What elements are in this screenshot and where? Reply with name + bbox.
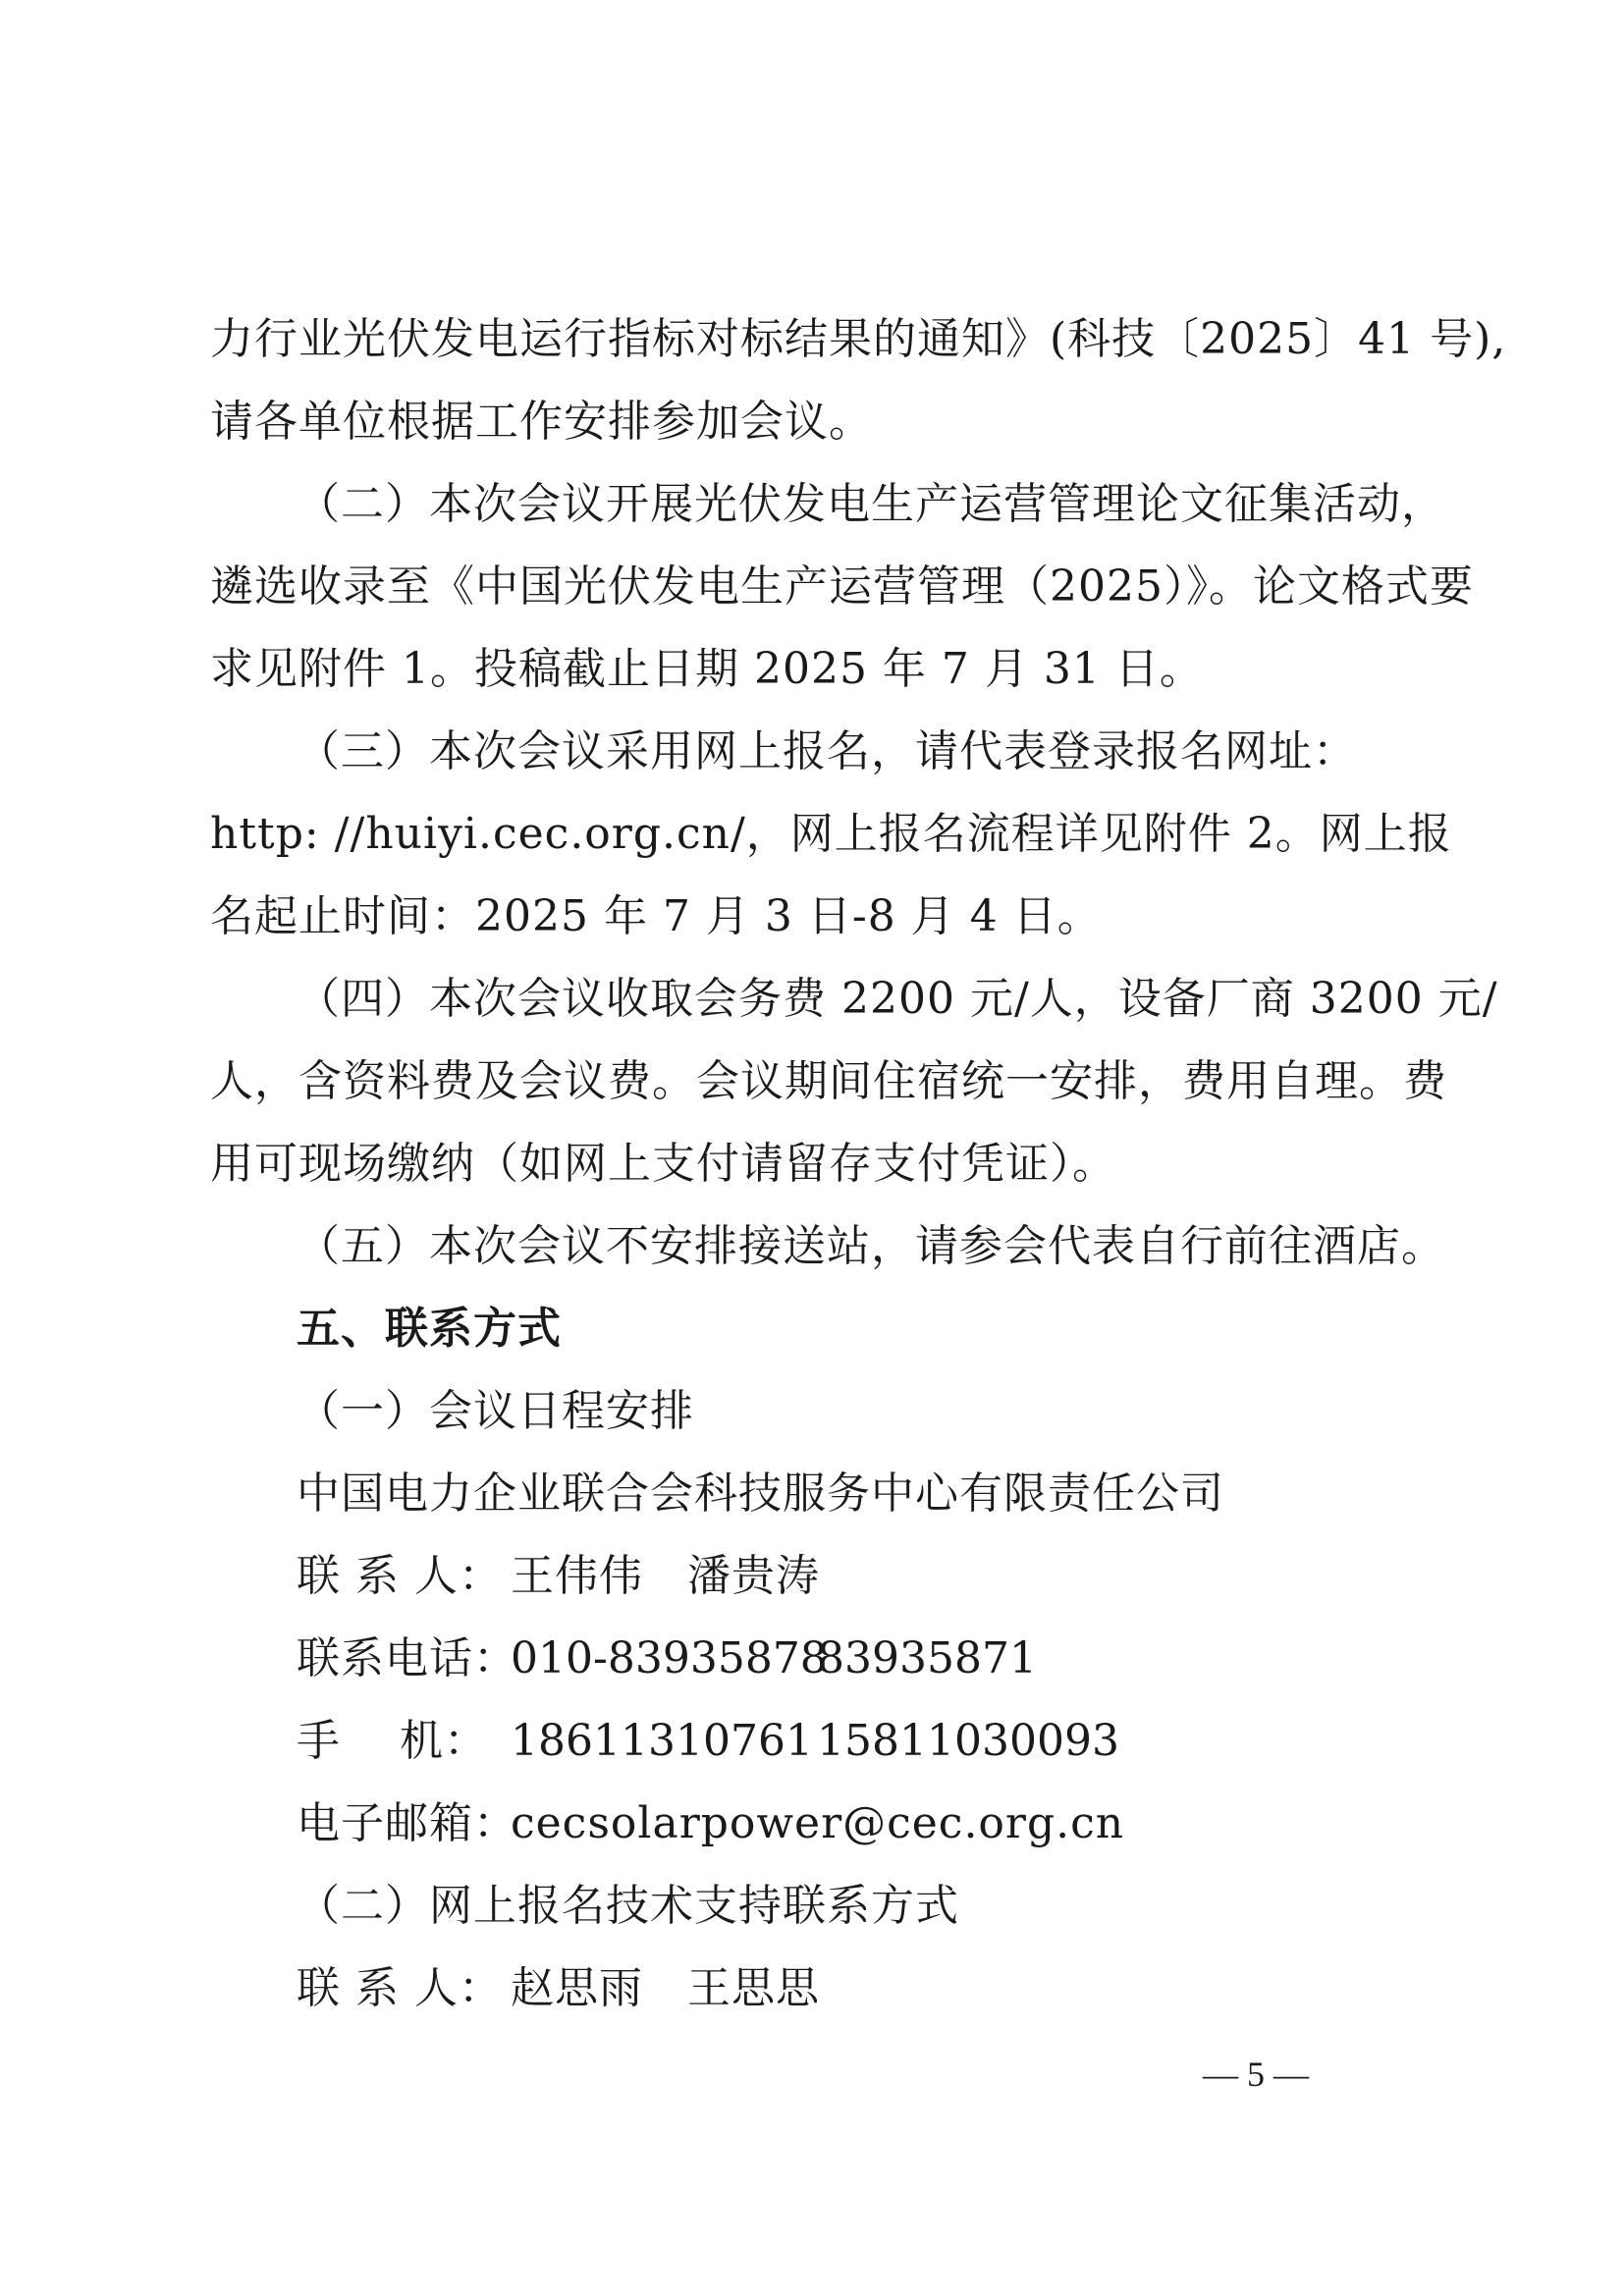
subsection-heading: （一）会议日程安排 (297, 1386, 694, 1436)
email-row (297, 1794, 1124, 1853)
email-address: cecsolarpower@cec.org.cn (511, 1798, 1125, 1848)
paragraph-line: （三）本次会议采用网上报名，请代表登录报名网址： (297, 726, 1357, 776)
contact-person-label: 联 系 人： (297, 1551, 503, 1601)
page-number: — 5 — (1203, 2055, 1309, 2094)
paragraph-line: （五）本次会议不安排接送站，请参会代表自行前往酒店。 (297, 1221, 1445, 1271)
paragraph-line: 遴选收录至《中国光伏发电生产运营管理（2025）》。论文格式要 (210, 561, 1474, 612)
email-label: 电子邮箱： (297, 1798, 517, 1848)
paragraph-line: http: //huiyi.cec.org.cn/，网上报名流程详见附件 2。网上报 (210, 809, 1452, 859)
paragraph-line: 人，含资料费及会议费。会议期间住宿统一安排，费用自理。费 (210, 1056, 1447, 1106)
phone-number-2: 83935871 (817, 1633, 1037, 1683)
section-heading: 五、联系方式 (297, 1304, 562, 1354)
organization-name: 中国电力企业联合会科技服务中心有限责任公司 (297, 1468, 1224, 1519)
contact-person-2: 王思思 (687, 1963, 820, 2013)
mobile-label: 手 机： (297, 1716, 488, 1766)
contact-person-2: 潘贵涛 (687, 1551, 820, 1601)
subsection-heading: （二）网上报名技术支持联系方式 (297, 1881, 959, 1931)
phone-label: 联系电话： (297, 1633, 517, 1683)
contact-person-row (297, 1547, 820, 1606)
paragraph-line: 求见附件 1。投稿截止日期 2025 年 7 月 31 日。 (210, 644, 1204, 694)
paragraph-line: （四）本次会议收取会务费 2200 元/人，设备厂商 3200 元/ (297, 974, 1498, 1024)
paragraph-line: 请各单位根据工作安排参加会议。 (210, 397, 873, 447)
phone-number-1: 010-83935878 (511, 1633, 828, 1683)
paragraph-line: 名起止时间：2025 年 7 月 3 日-8 月 4 日。 (210, 891, 1102, 941)
mobile-number-1: 18611310761 (511, 1716, 813, 1766)
contact-person-1: 赵思雨 (511, 1963, 643, 2013)
paragraph-line: 力行业光伏发电运行指标对标结果的通知》(科技〔2025〕41 号), (210, 314, 1507, 364)
contact-person-1: 王伟伟 (511, 1551, 643, 1601)
tech-contact-row (297, 1959, 820, 2018)
contact-person-label: 联 系 人： (297, 1963, 503, 2013)
mobile-number-2: 15811030093 (817, 1716, 1119, 1766)
paragraph-line: （二）本次会议开展光伏发电生产运营管理论文征集活动， (297, 479, 1445, 529)
phone-row (297, 1629, 1037, 1688)
mobile-row (297, 1712, 1119, 1771)
paragraph-line: 用可现场缴纳（如网上支付请留存支付凭证）。 (210, 1139, 1116, 1189)
